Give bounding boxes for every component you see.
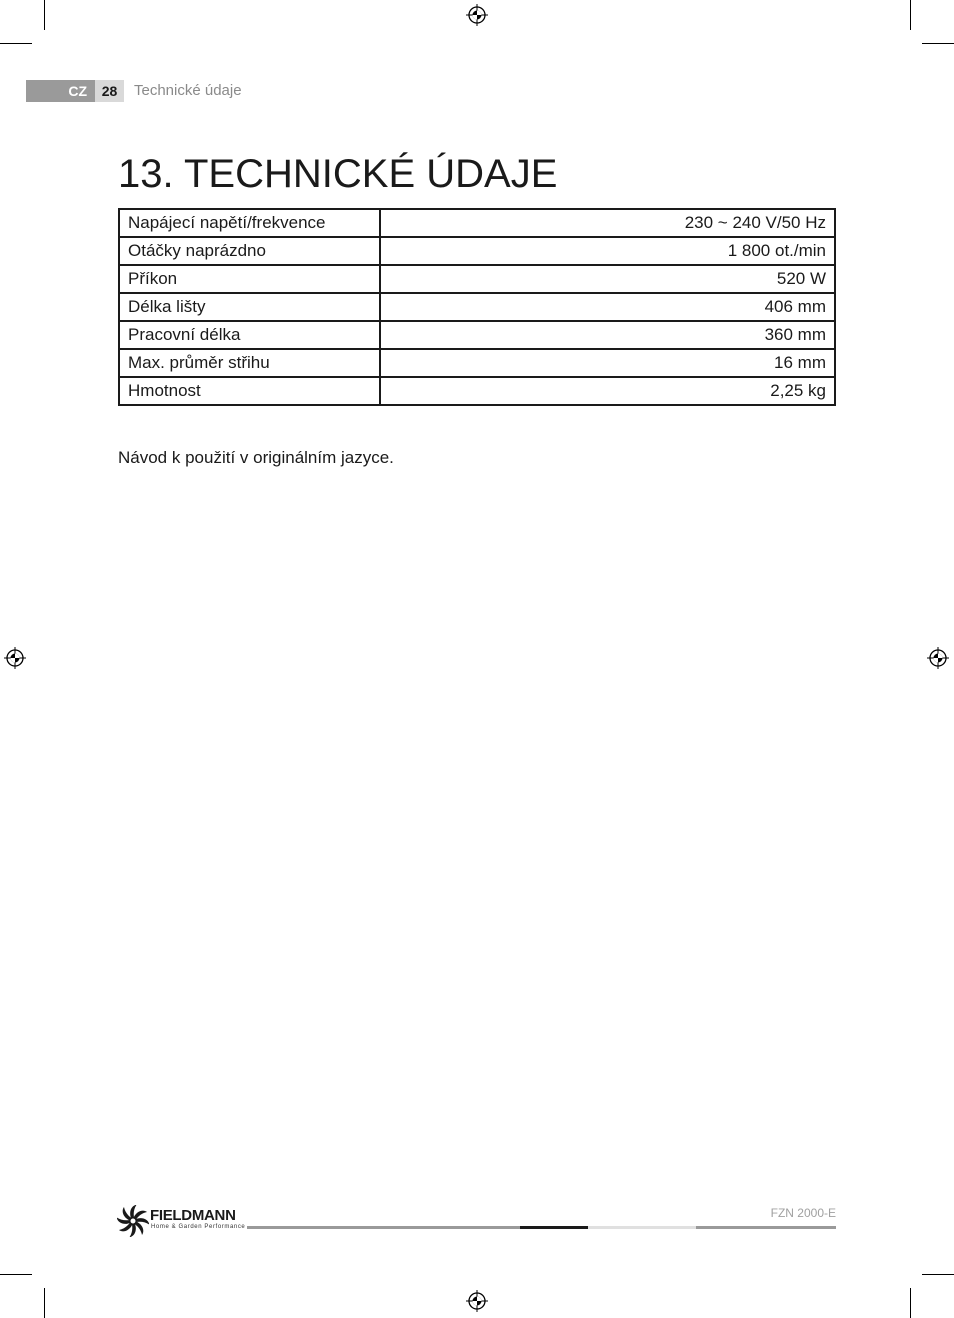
crop-mark	[922, 1274, 954, 1275]
crop-mark	[0, 43, 32, 44]
crop-mark	[44, 1288, 45, 1318]
table-row	[119, 265, 835, 293]
spec-label: Hmotnost	[119, 377, 380, 405]
fan-swirl-icon	[117, 1205, 149, 1237]
footer-rule	[696, 1226, 836, 1229]
registration-mark-icon	[466, 4, 488, 26]
spec-label: Délka lišty	[119, 293, 380, 321]
spec-label: Max. průměr střihu	[119, 349, 380, 377]
original-language-note: Návod k použití v originálním jazyce.	[118, 448, 394, 467]
table-row	[119, 293, 835, 321]
brand-tagline: Home & Garden Performance	[151, 1224, 246, 1230]
spec-value: 16 mm	[380, 349, 835, 377]
table-row	[119, 209, 835, 237]
brand-logo: FIELDMANN	[150, 1207, 236, 1224]
footer-rule	[247, 1226, 520, 1229]
crop-mark	[910, 0, 911, 30]
footer-rule	[588, 1226, 696, 1229]
registration-mark-icon	[4, 647, 26, 669]
page-number: 28	[95, 80, 124, 102]
table-row	[119, 349, 835, 377]
specs-table	[118, 208, 836, 406]
footer-rule	[520, 1226, 588, 1229]
registration-mark-icon	[466, 1290, 488, 1312]
running-header: Technické údaje	[134, 82, 242, 99]
crop-mark	[910, 1288, 911, 1318]
page-title: 13. TECHNICKÉ ÚDAJE	[118, 152, 558, 196]
crop-mark	[44, 0, 45, 30]
crop-mark	[0, 1274, 32, 1275]
spec-label: Příkon	[119, 265, 380, 293]
spec-value: 230 ~ 240 V/50 Hz	[380, 209, 835, 237]
table-row	[119, 321, 835, 349]
crop-mark	[922, 43, 954, 44]
table-row	[119, 377, 835, 405]
model-number: FZN 2000-E	[770, 1206, 836, 1220]
registration-mark-icon	[927, 647, 949, 669]
table-row	[119, 237, 835, 265]
spec-value: 520 W	[380, 265, 835, 293]
spec-label: Pracovní délka	[119, 321, 380, 349]
spec-value: 360 mm	[380, 321, 835, 349]
language-tab: CZ	[26, 80, 95, 102]
spec-value: 406 mm	[380, 293, 835, 321]
spec-label: Napájecí napětí/frekvence	[119, 209, 380, 237]
spec-value: 2,25 kg	[380, 377, 835, 405]
spec-value: 1 800 ot./min	[380, 237, 835, 265]
spec-label: Otáčky naprázdno	[119, 237, 380, 265]
